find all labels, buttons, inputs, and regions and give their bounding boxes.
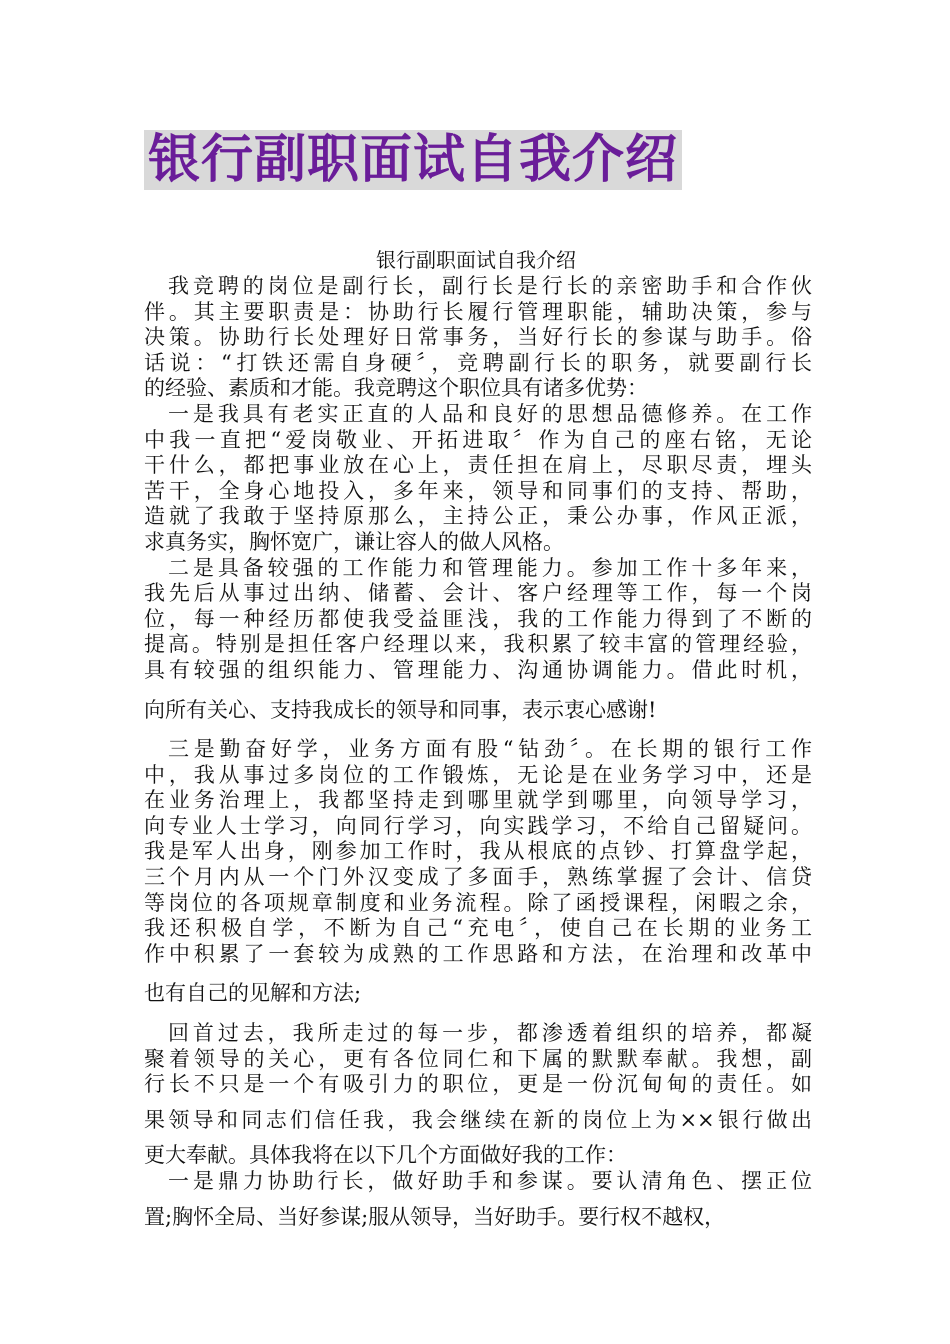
text-line: 回首过去，我所走过的每一步，都渗透着组织的培养，都凝: [168, 1021, 812, 1046]
text-line: 决策。协助行长处理好日常事务，当好行长的参谋与助手。俗: [144, 325, 812, 350]
document-title: 银行副职面试自我介绍: [144, 130, 682, 190]
text-line: 我还积极自学，不断为自己“充电〞，使自己在长期的业务工: [144, 916, 812, 941]
document-body: [144, 274, 812, 1230]
text-line: 求真务实，胸怀宽广，谦让容人的做人风格。: [144, 529, 564, 554]
text-line: 置;胸怀全局、当好参谋;服从领导，当好助手。要行权不越权，: [144, 1204, 726, 1229]
text-line: 也有自己的见解和方法;: [144, 981, 362, 1006]
text-line: 行长不只是一个有吸引力的职位，更是一份沉甸甸的责任。如: [144, 1072, 812, 1097]
text-line: 一是鼎力协助行长，做好助手和参谋。要认清角色、摆正位: [168, 1169, 812, 1193]
text-line: 我先后从事过出纳、储蓄、会计、客户经理等工作，每一个岗: [144, 581, 812, 606]
text-line: 苦干，全身心地投入，多年来，领导和同事们的支持、帮助，: [144, 478, 812, 503]
text-line: 等岗位的各项规章制度和业务流程。除了函授课程，闲暇之余，: [144, 890, 812, 915]
text-line: 具有较强的组织能力、管理能力、沟通协调能力。借此时机，: [144, 657, 812, 682]
text-line: 果领导和同志们信任我，我会继续在新的岗位上为××银行做出: [144, 1107, 812, 1132]
text-line: 中，我从事过多岗位的工作锻炼，无论是在业务学习中，还是: [144, 762, 812, 787]
text-line: 干什么，都把事业放在心上，责任担在肩上，尽职尽责，埋头: [144, 453, 812, 478]
text-line: 一是我具有老实正直的人品和良好的思想品德修养。在工作: [168, 401, 812, 426]
text-line: 提高。特别是担任客户经理以来，我积累了较丰富的管理经验，: [144, 632, 812, 657]
document-heading: 银行副职面试自我介绍: [376, 248, 576, 272]
text-line: 伴。其主要职责是：协助行长履行管理职能，辅助决策，参与: [144, 299, 812, 324]
text-line: 作中积累了一套较为成熟的工作思路和方法，在治理和改革中: [144, 941, 812, 966]
text-line: 二是具备较强的工作能力和管理能力。参加工作十多年来，: [168, 555, 812, 580]
text-line: 向所有关心、支持我成长的领导和同事，表示衷心感谢!: [144, 697, 657, 722]
text-line: 位，每一种经历都使我受益匪浅，我的工作能力得到了不断的: [144, 606, 812, 631]
text-line: 三是勤奋好学，业务方面有股“钻劲〞。在长期的银行工作: [168, 737, 812, 762]
text-line: 向专业人士学习，向同行学习，向实践学习，不给自己留疑问。: [144, 813, 812, 838]
text-line: 中我一直把“爱岗敬业、开拓进取〞作为自己的座右铭，无论: [144, 427, 812, 452]
text-line: 三个月内从一个门外汉变成了多面手，熟练掌握了会计、信贷: [144, 865, 812, 890]
text-line: 我竞聘的岗位是副行长，副行长是行长的亲密助手和合作伙: [168, 274, 812, 298]
text-line: 我是军人出身，刚参加工作时，我从根底的点钞、打算盘学起，: [144, 839, 812, 864]
text-line: 更大奉献。具体我将在以下几个方面做好我的工作：: [144, 1143, 627, 1168]
text-line: 话说：“打铁还需自身硬〞，竞聘副行长的职务，就要副行长: [144, 350, 812, 375]
text-line: 聚着领导的关心，更有各位同仁和下属的默默奉献。我想，副: [144, 1046, 812, 1071]
text-line: 造就了我敢于坚持原那么，主持公正，秉公办事，作风正派，: [144, 504, 812, 529]
text-line: 在业务治理上，我都坚持走到哪里就学到哪里，向领导学习，: [144, 788, 812, 813]
text-line: 的经验、素质和才能。我竞聘这个职位具有诸多优势：: [144, 376, 648, 401]
